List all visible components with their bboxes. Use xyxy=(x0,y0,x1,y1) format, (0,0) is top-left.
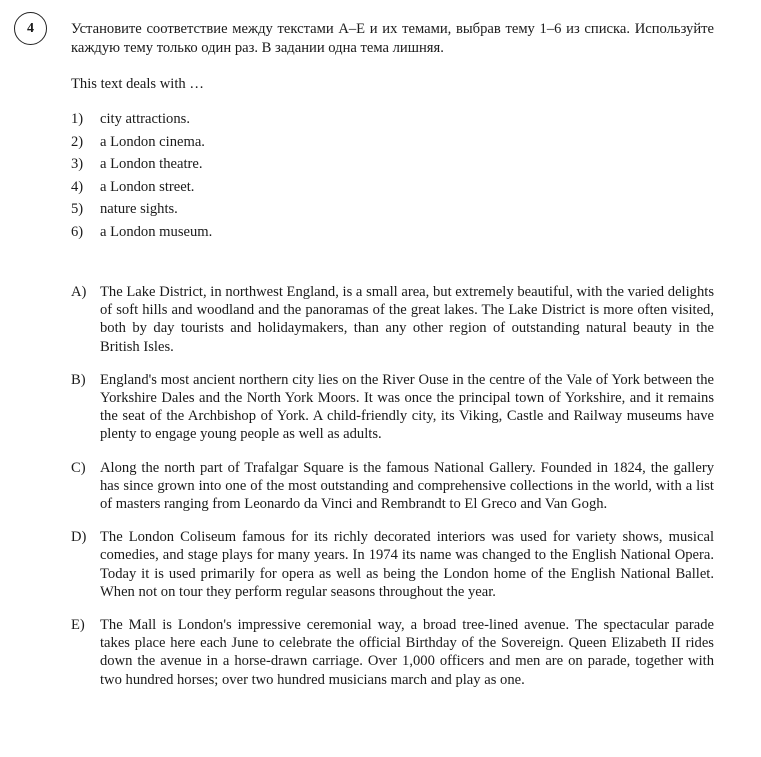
topic-item xyxy=(71,155,212,178)
text-passage-c xyxy=(71,459,714,514)
passage-body: The London Coliseum famous for its richly decorated interiors was used for variety shows, musical comedies, and stage plays for many years. In 1974 its name was changed to the English National Opera. Today it is used primarily for opera as well as being the London home of the English National Ballet. When not on tour they perform regular seasons throughout the year. xyxy=(100,529,714,600)
passage-letter: D) xyxy=(71,529,87,546)
task-instruction: Установите соответствие между текстами А–Е и их темами, выбрав тему 1–6 из списка. Используйте каждую тему только один раз. В задании одна тема лишняя. xyxy=(71,21,714,56)
task-number-badge xyxy=(14,12,47,45)
topic-text: nature sights. xyxy=(100,201,178,217)
topic-number: 2) xyxy=(71,133,84,150)
text-passages xyxy=(71,283,714,689)
topic-number: 5) xyxy=(71,201,84,217)
task-number: 4 xyxy=(27,20,34,36)
passage-body: Along the north part of Trafalgar Square is the famous National Gallery. Founded in 1824, the gallery has since grown into one of the most outstanding and comprehensive collections in the world, with a list of masters ranging from Leonardo da Vinci and Rembrandt to El Greco and Van Gogh. xyxy=(100,459,714,513)
text-passage-b xyxy=(71,371,714,444)
text-passage-e xyxy=(71,616,714,689)
topic-text: a London theatre. xyxy=(100,156,203,172)
topic-number: 4) xyxy=(71,178,84,195)
passage-letter: B) xyxy=(71,371,86,388)
topic-number: 3) xyxy=(71,156,84,172)
topic-text: a London cinema. xyxy=(100,133,205,150)
topic-item xyxy=(71,223,212,246)
topic-item xyxy=(71,178,212,201)
passage-letter: C) xyxy=(71,459,86,476)
topic-number: 1) xyxy=(71,111,84,127)
topic-list xyxy=(71,110,212,245)
topic-item xyxy=(71,110,212,133)
topic-item xyxy=(71,200,212,223)
topic-item xyxy=(71,133,212,156)
text-passage-d xyxy=(71,528,714,601)
topic-number: 6) xyxy=(71,223,84,240)
passage-body: The Lake District, in northwest England, is a small area, but extremely beautiful, with the varied delights of soft hills and woodland and the panoramas of the great lakes. The Lake District is more often visited, both by day tourists and holidaymakers, than any other region of outstanding natural beauty in the British Isles. xyxy=(100,284,714,355)
passage-letter: E) xyxy=(71,617,85,634)
passage-body: England's most ancient northern city lies on the River Ouse in the centre of the Vale of York between the Yorkshire Dales and the North York Moors. It was once the principal town of Yorkshire, and it remains the seat of the Archbishop of York. A child-friendly city, its Viking, Castle and Railway museums have plenty to engage young people as well as adults. xyxy=(100,371,714,443)
passage-letter: A) xyxy=(71,284,87,300)
topic-text: city attractions. xyxy=(100,111,190,127)
passage-body: The Mall is London's impressive ceremonial way, a broad tree-lined avenue. The spectacular parade takes place here each June to celebrate the official Birthday of the Sovereign. Queen Elizabeth II rides down the avenue in a horse-drawn carriage. Over 1,000 officers and men are on parade, together with two hundred horses; over two hundred musicians march and play as one. xyxy=(100,617,714,688)
text-passage-a xyxy=(71,283,714,356)
topic-lead-text: This text deals with … xyxy=(71,76,204,92)
topic-text: a London museum. xyxy=(100,223,213,240)
topic-text: a London street. xyxy=(100,178,195,195)
